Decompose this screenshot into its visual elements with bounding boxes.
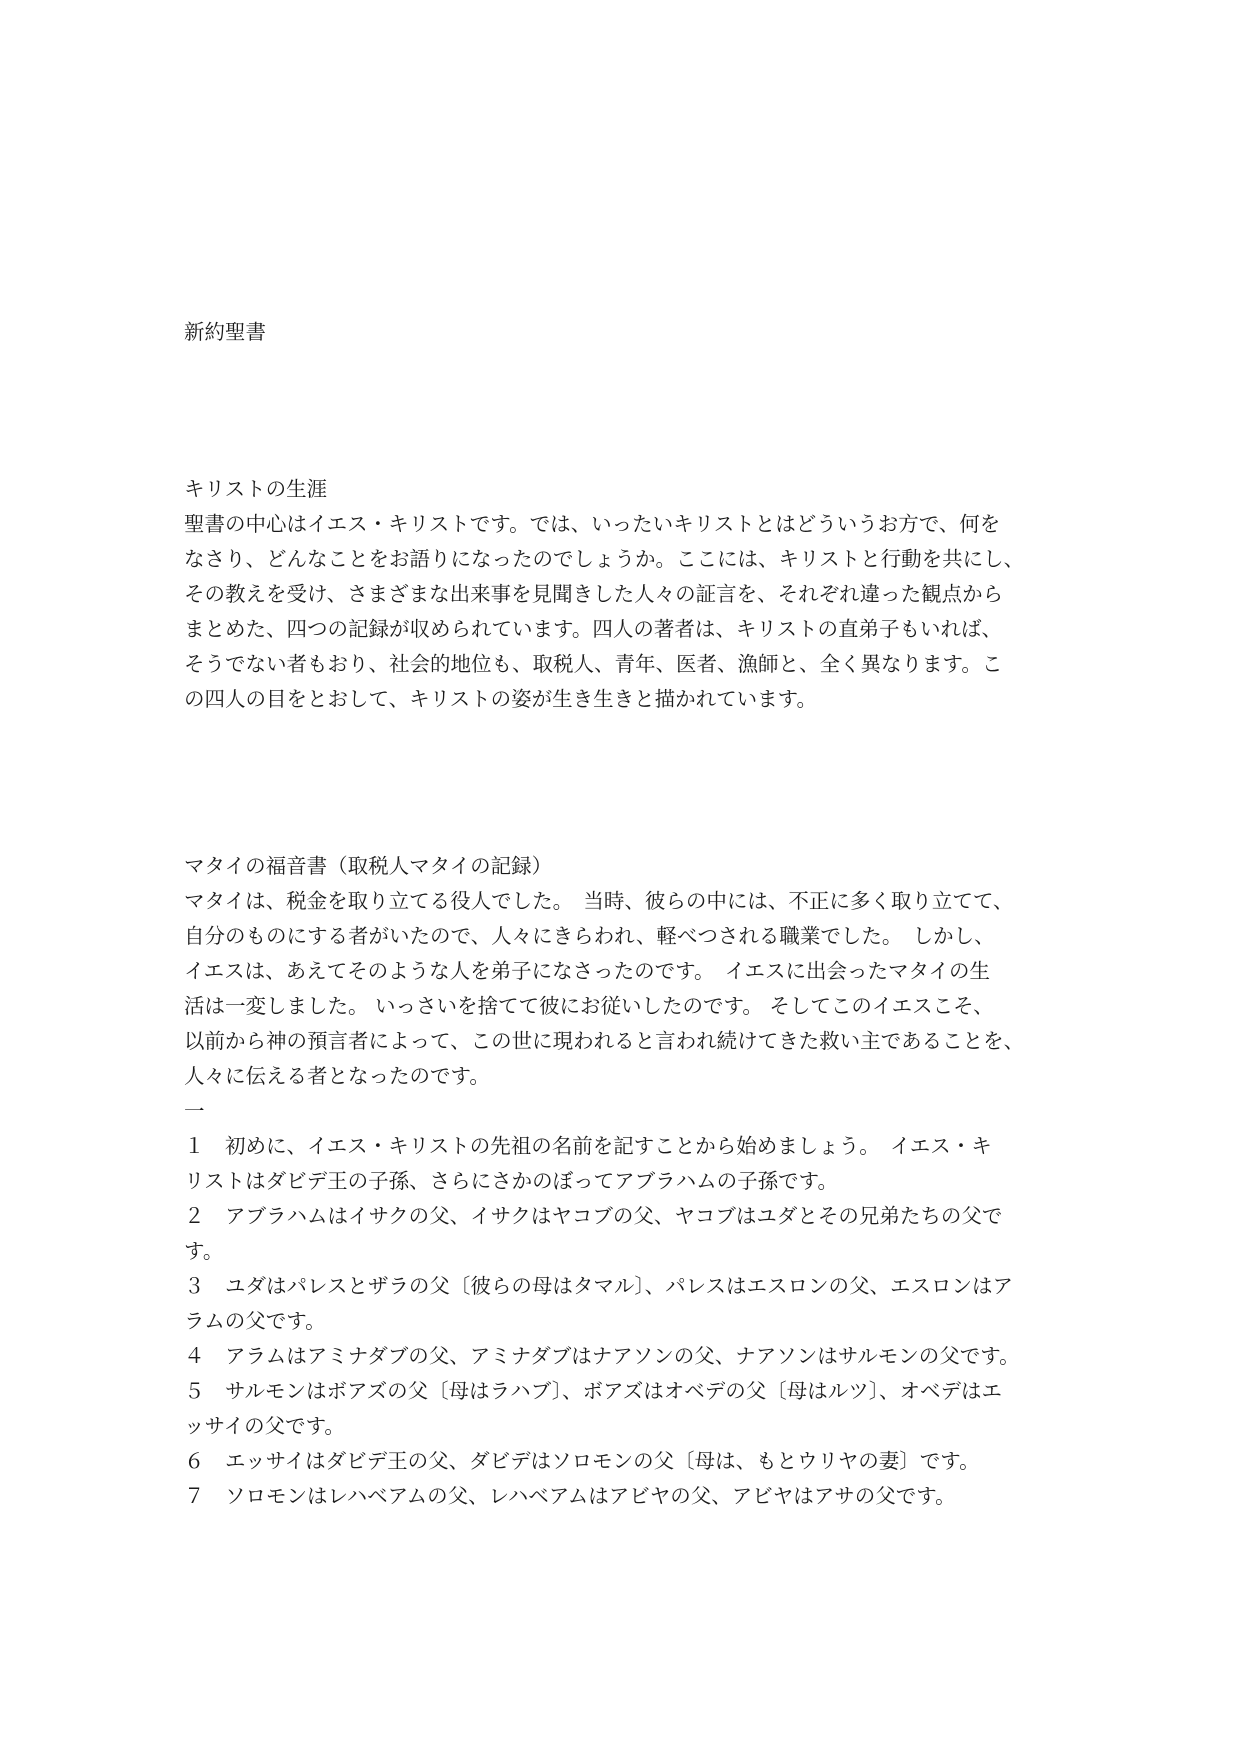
section-heading-life-of-christ: キリストの生涯 — [184, 477, 328, 501]
verse-line: す。 — [184, 1239, 224, 1263]
paragraph-line: の四人の目をとおして、キリストの姿が生き生きと描かれています。 — [184, 687, 818, 711]
verse-line: ３ ユダはパレスとザラの父〔彼らの母はタマル〕、パレスはエスロンの父、エスロンはア — [184, 1274, 1014, 1298]
document-title: 新約聖書 — [184, 320, 266, 344]
verse-line: １ 初めに、イエス・キリストの先祖の名前を記すことから始めましょう。 イエス・キ — [184, 1134, 992, 1158]
verse-line: ２ アブラハムはイサクの父、イサクはヤコブの父、ヤコブはユダとその兄弟たちの父で — [184, 1204, 1003, 1228]
paragraph-line: イエスは、あえてそのような人を弟子になさったのです。 イエスに出会ったマタイの生 — [184, 959, 991, 983]
verse-line: ７ ソロモンはレハベアムの父、レハベアムはアビヤの父、アビヤはアサの父です。 — [184, 1484, 956, 1508]
verse-line: ５ サルモンはボアズの父〔母はラハブ〕、ボアズはオベデの父〔母はルツ〕、オベデはエ — [184, 1379, 1002, 1403]
verse-line: ラムの父です。 — [184, 1309, 326, 1333]
paragraph-line: マタイは、税金を取り立てる役人でした。 当時、彼らの中には、不正に多く取り立てて、 — [184, 889, 1014, 913]
paragraph-line: その教えを受け、さまざまな出来事を見聞きした人々の証言を、それぞれ違った観点から — [184, 582, 1004, 606]
chapter-mark: 一 — [184, 1099, 205, 1123]
paragraph-line: なさり、どんなことをお語りになったのでしょうか。ここには、キリストと行動を共にし、 — [184, 547, 1025, 571]
paragraph-line: 自分のものにする者がいたので、人々にきらわれ、軽べつされる職業でした。 しかし、 — [184, 924, 995, 948]
paragraph-line: そうでない者もおり、社会的地位も、取税人、青年、医者、漁師と、全く異なります。こ — [184, 652, 1003, 676]
paragraph-line: まとめた、四つの記録が収められています。四人の著者は、キリストの直弟子もいれば、 — [184, 617, 1002, 641]
paragraph-line: 活は一変しました。 いっさいを捨てて彼にお従いしたのです。 そしてこのイエスこそ、 — [184, 994, 994, 1018]
paragraph-line: 人々に伝える者となったのです。 — [184, 1064, 490, 1088]
verse-line: リストはダビデ王の子孫、さらにさかのぼってアブラハムの子孫です。 — [184, 1169, 838, 1193]
section-heading-matthew: マタイの福音書（取税人マタイの記録） — [184, 854, 553, 878]
section-body-life-of-christ — [184, 507, 1064, 717]
section-body-matthew-intro — [184, 884, 1064, 1094]
verse-line: ６ エッサイはダビデ王の父、ダビデはソロモンの父〔母は、もとウリヤの妻〕です。 — [184, 1449, 980, 1473]
verse-line: ４ アラムはアミナダブの父、アミナダブはナアソンの父、ナアソンはサルモンの父です。 — [184, 1344, 1020, 1368]
verse-line: ッサイの父です。 — [184, 1414, 345, 1438]
paragraph-line: 以前から神の預言者によって、この世に現われると言われ続けてきた救い主であることを、 — [184, 1029, 1025, 1053]
paragraph-line: 聖書の中心はイエス・キリストです。では、いったいキリストとはどういうお方で、何を — [184, 512, 1001, 536]
verse-list — [184, 1129, 1064, 1514]
